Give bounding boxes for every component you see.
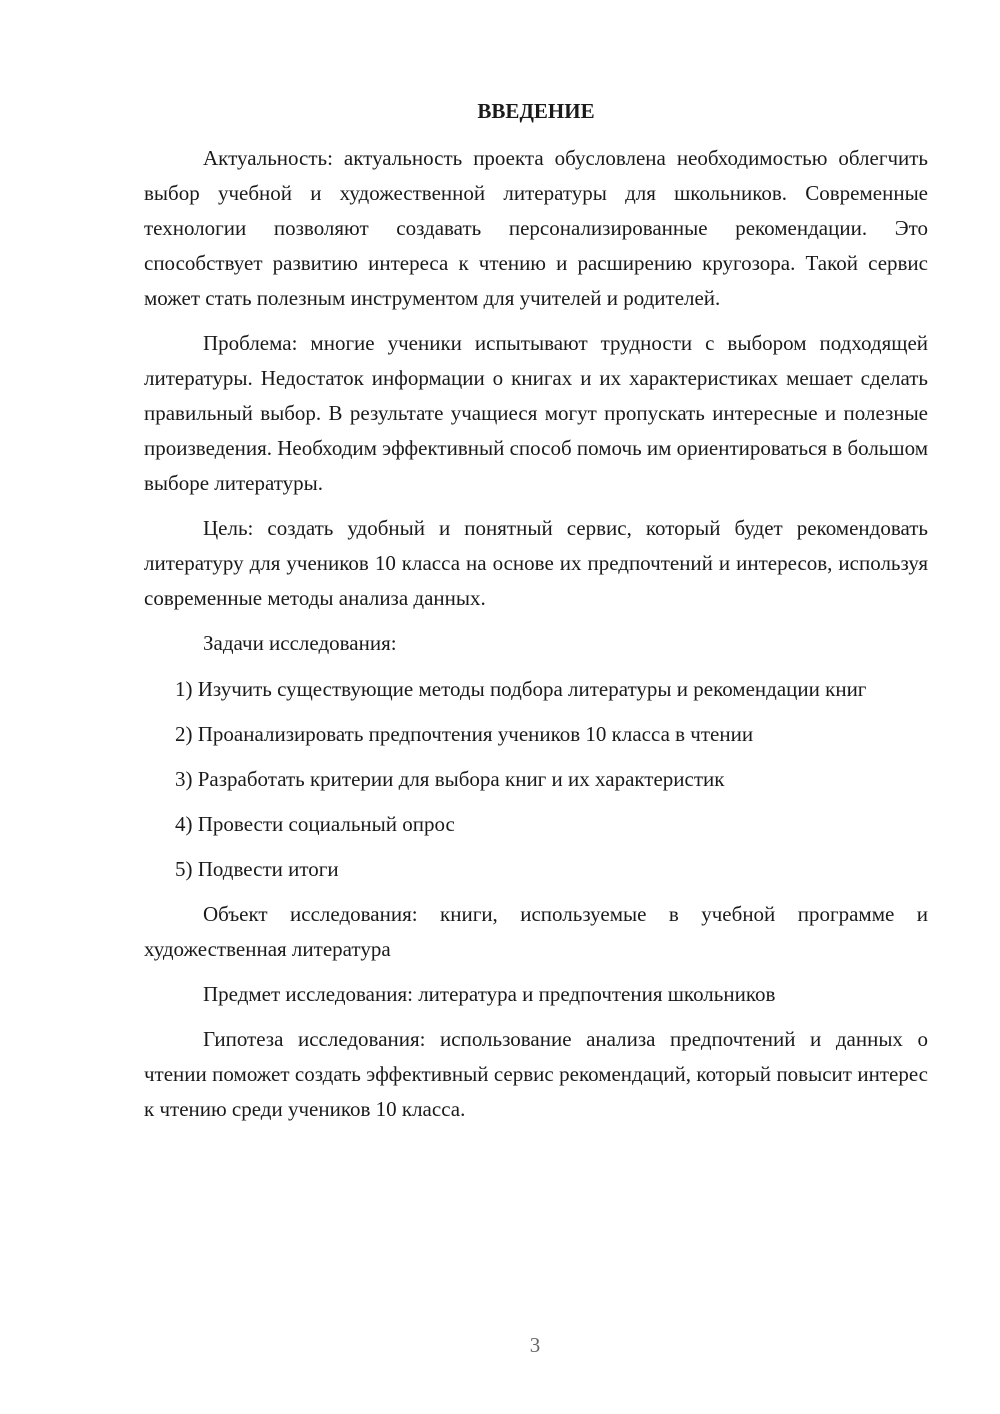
hypothesis-paragraph: Гипотеза исследования: использование анализа предпочтений и данных о чтении поможет создать эффективный сервис рекомендаций, который повысит интерес к чтению среди учеников 10 класса. — [144, 1027, 928, 1121]
tasks-label: Задачи исследования: — [203, 631, 397, 655]
task-item-1: 1) Изучить существующие методы подбора литературы и рекомендации книг — [175, 677, 867, 701]
subject-paragraph: Предмет исследования: литература и предпочтения школьников — [203, 982, 776, 1006]
task-item-3: 3) Разработать критерии для выбора книг и их характеристик — [175, 767, 725, 791]
page-content — [144, 94, 928, 1137]
task-item-5: 5) Подвести итоги — [175, 857, 339, 881]
page-number: 3 — [529, 1333, 541, 1357]
task-item-2: 2) Проанализировать предпочтения учеников 10 класса в чтении — [175, 722, 754, 746]
section-heading: ВВЕДЕНИЕ — [477, 99, 595, 123]
object-paragraph: Объект исследования: книги, используемые в учебной программе и художественная литература — [144, 902, 928, 961]
goal-paragraph: Цель: создать удобный и понятный сервис, который будет рекомендовать литературу для учеников 10 класса на основе их предпочтений и интересов, используя современные методы анализа данных. — [144, 516, 928, 610]
relevance-paragraph: Актуальность: актуальность проекта обусловлена необходимостью облегчить выбор учебной и художественной литературы для школьников. Современные технологии позволяют создавать персонализированные рекомендации. Это способствует развитию интереса к чтению и расширению кругозора. Такой сервис может стать полезным инструментом для учителей и родителей. — [144, 146, 928, 310]
task-item-4: 4) Провести социальный опрос — [175, 812, 455, 836]
problem-paragraph: Проблема: многие ученики испытывают трудности с выбором подходящей литературы. Недостаток информации о книгах и их характеристиках мешает сделать правильный выбор. В результате учащиеся могут пропускать интересные и полезные произведения. Необходим эффективный способ помочь им ориентироваться в большом выборе литературы. — [144, 331, 928, 495]
